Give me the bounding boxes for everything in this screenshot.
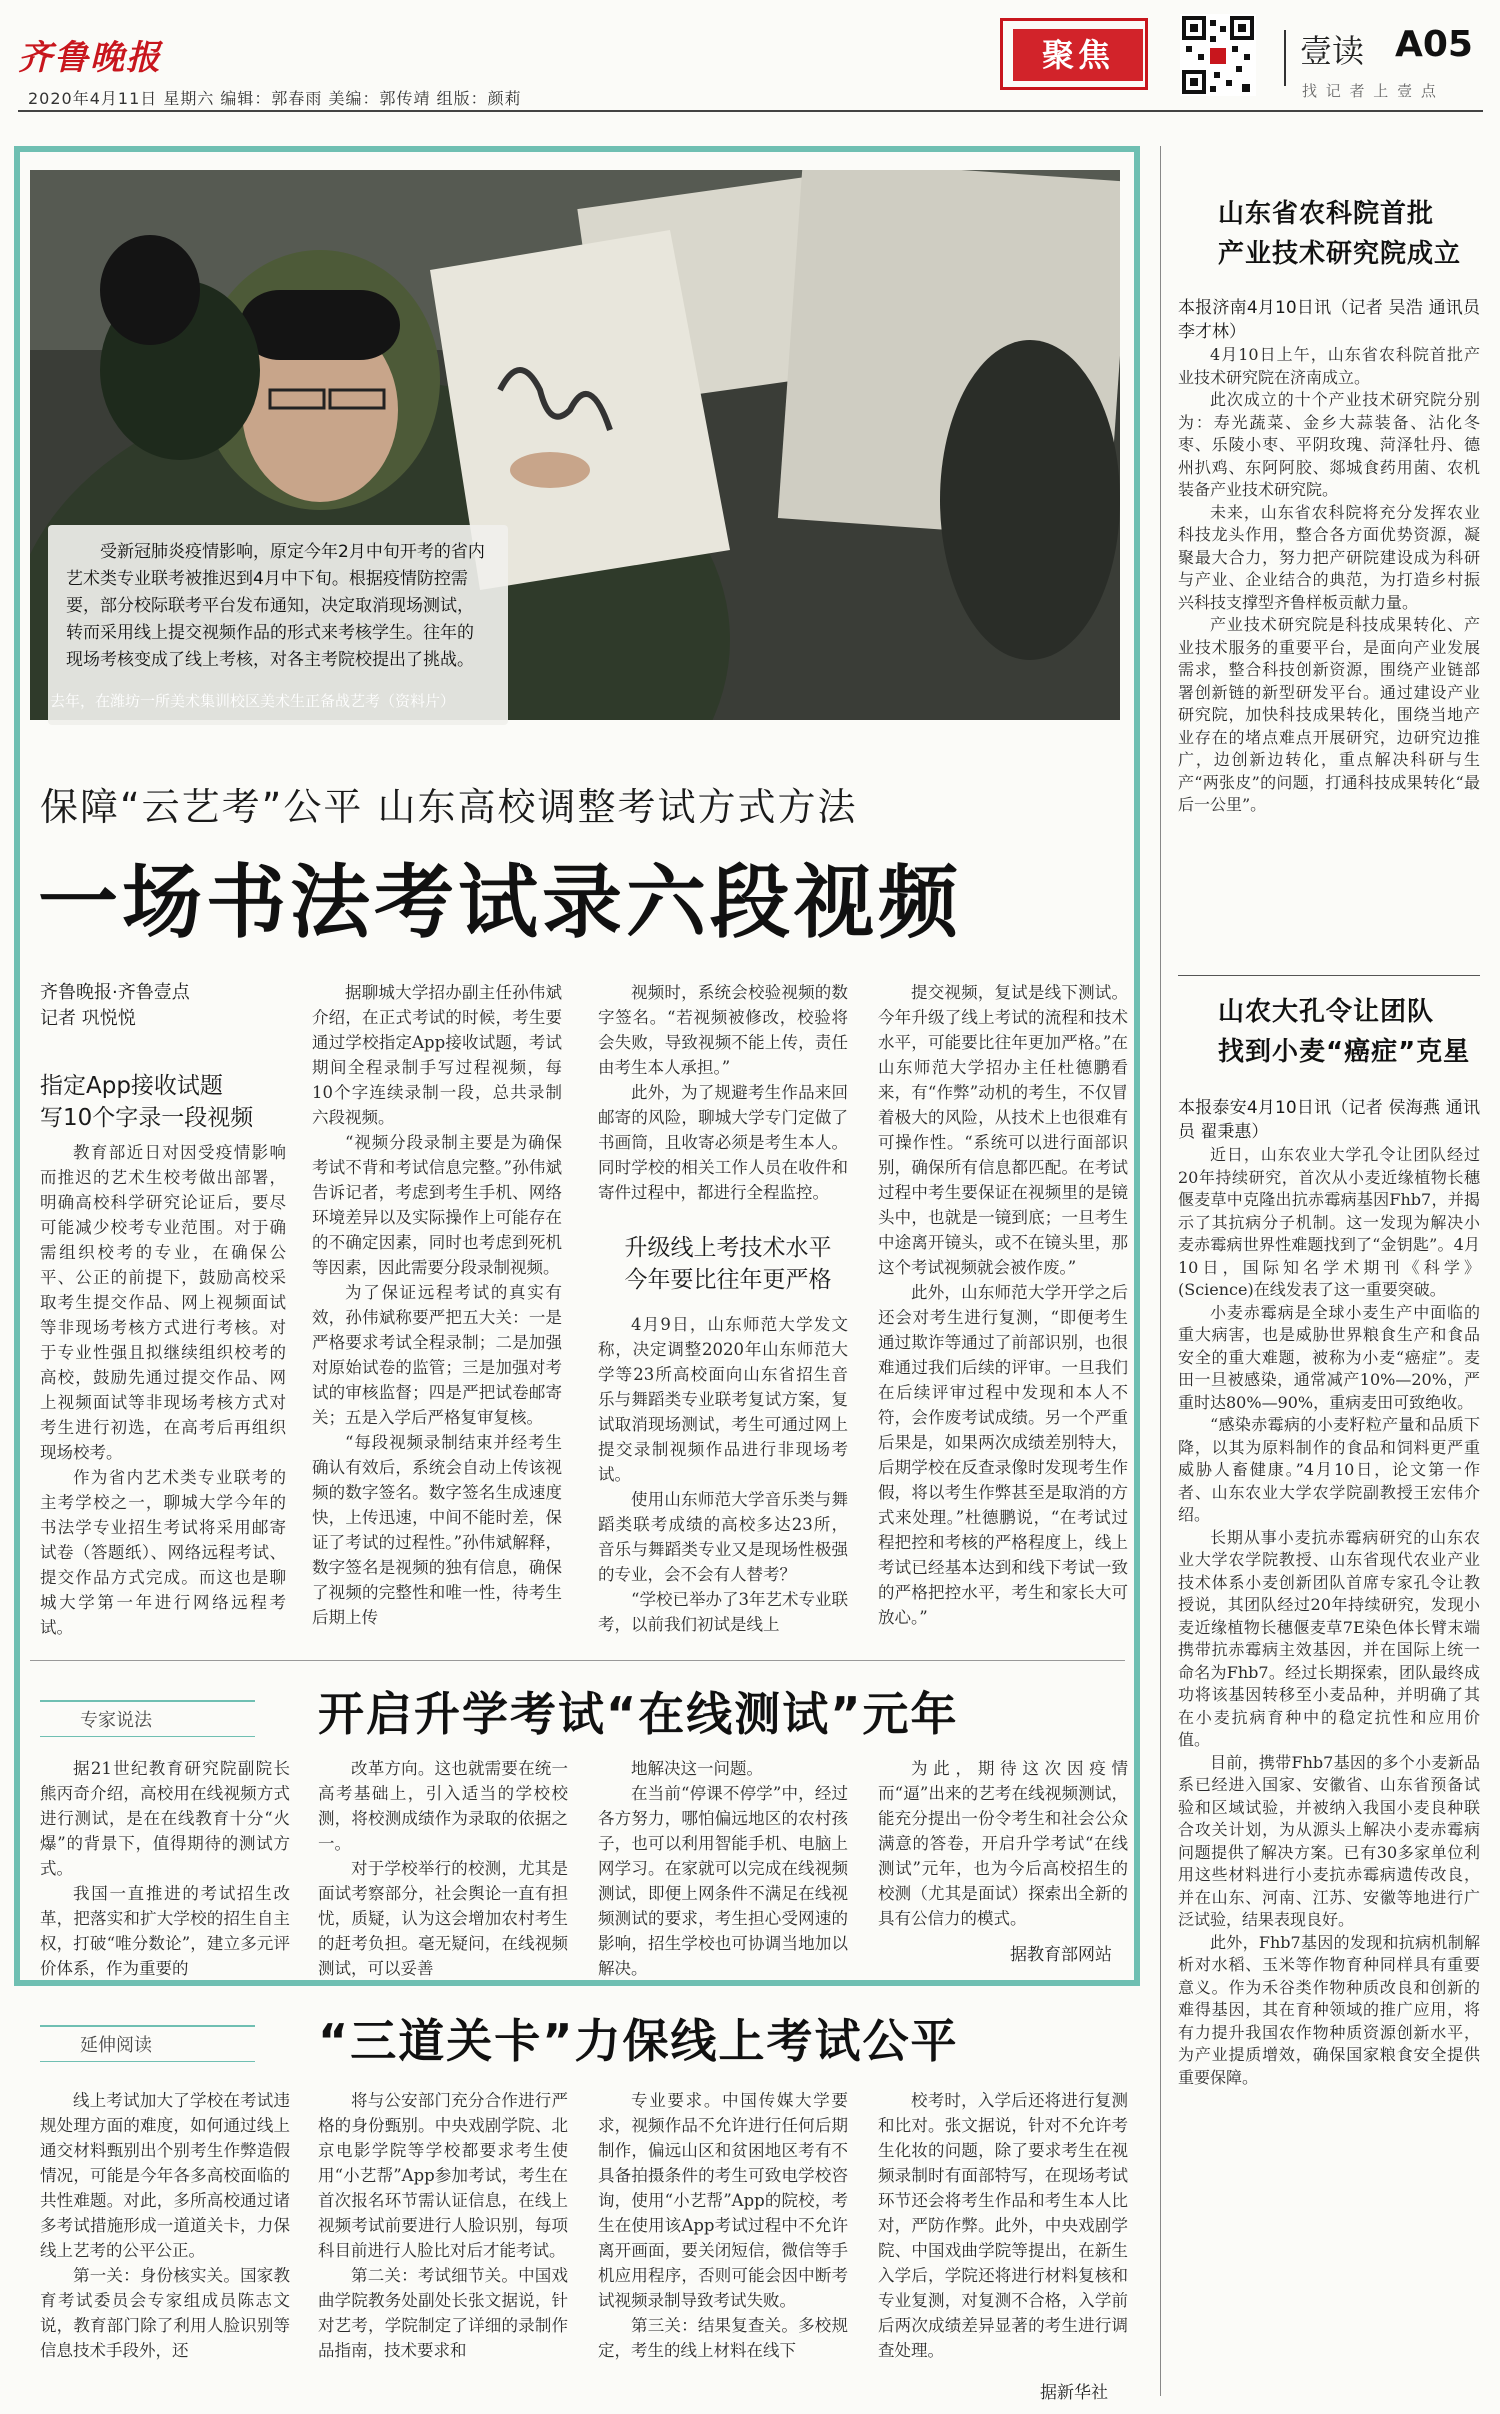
story-column-3b <box>598 1312 848 1637</box>
paragraph: 目前，携带Fhb7基因的多个小麦新品系已经进入国家、安徽省、山东省预备试验和区域试验，并被纳入我国小麦良种联合攻关计划，为从源头上解决小麦赤霉病问题提供了解决方案。已有30多家单位利用这些材料进行小麦抗赤霉病遗传改良，并在山东、河南、江苏、安徽等地进行广泛试验，结果表现良好。 <box>1178 1752 1480 1929</box>
qr-code-icon <box>1180 14 1256 96</box>
byline-reporter: 记者 巩悦悦 <box>40 1008 136 1029</box>
paragraph: 对于学校举行的校测，尤其是面试考察部分，社会舆论一直有担忧，质疑，认为这会增加农村考生的赶考负担。毫无疑问，在线视频测试，可以妥善 <box>318 1859 568 1978</box>
section-label-expert: 专家说法 <box>40 1700 255 1737</box>
section3-credit: 据新华社 <box>1040 2383 1108 2403</box>
paragraph: 地解决这一问题。 <box>631 1759 763 1778</box>
paragraph: 据聊城大学招办副主任孙伟斌介绍，在正式考试的时候，考生要通过学校指定App接收试题，考试期间全程录制手写过程视频，每10个字连续录制一段，总共录制六段视频。 <box>312 983 562 1127</box>
paragraph: 提交视频，复试是线下测试。今年升级了线上考试的流程和技术水平，可能要比往年更加严格。”在山东师范大学招办主任杜德鹏看来，有“作弊”动机的考生，不仅冒着极大的风险，从技术上也很难有可操作性。“系统可以进行面部识别，确保所有信息都匹配。在考试过程中考生要保证在视频里的是镜头中，也就是一镜到底；一旦考生中途离开镜头，或不在镜头里，那这个考试视频就会被作废。” <box>878 983 1128 1277</box>
paragraph: 使用山东师范大学音乐类与舞蹈类联考成绩的高校多达23所，音乐与舞蹈类专业又是现场性极强的专业，会不会有人替考？ <box>598 1490 848 1584</box>
paragraph: 4月9日，山东师范大学发文称，决定调整2020年山东师范大学等23所高校面向山东省招生音乐与舞蹈类专业联考复试方案，复试取消现场测试，考生可通过网上提交录制视频作品进行非现场考试。 <box>598 1315 848 1484</box>
paragraph: “视频分段录制主要是为确保考试不背和考试信息完整。”孙伟斌告诉记者，考虑到考生手机、网络环境差异以及实际操作上可能存在的不确定因素，同时也考虑到死机等因素，因此需要分段录制视频。 <box>312 1133 562 1277</box>
section3-headline: “三道关卡”力保线上考试公平 <box>318 2014 959 2068</box>
right-story2-body <box>1178 1096 1480 2089</box>
section3-column-2 <box>318 2088 568 2363</box>
headline-line: 山农大孔令让团队 <box>1218 997 1435 1027</box>
section2-column-1 <box>40 1756 290 1981</box>
byline-outlet: 齐鲁晚报·齐鲁壹点 <box>40 982 190 1003</box>
section2-column-2 <box>318 1756 568 1981</box>
paragraph: 视频时，系统会校验视频的数字签名。“若视频被修改，校验将会失败，导致视频不能上传，责任由考生本人承担。” <box>598 983 848 1077</box>
story-column-2 <box>312 980 562 1630</box>
section3-column-4 <box>878 2088 1128 2363</box>
paragraph: 为此，期待这次因疫情而“逼”出来的艺考在线视频测试，能充分提出一份令考生和社会公众满意的答卷，开启升学考试“在线测试”元年，也为今后高校招生的校测（尤其是面试）探索出全新的具有公信力的模式。 <box>878 1759 1128 1928</box>
paragraph: 校考时，入学后还将进行复测和比对。张文据说，针对不允许考生化妆的问题，除了要求考生在视频录制时有面部特写，在现场考试环节还会将考生作品和考生本人比对，严防作弊。此外，中央戏剧学院、中国戏曲学院等提出，在新生入学后，学院还将进行材料复核和专业复测，对复测不合格，入学前后两次成绩差异显著的考生进行调查处理。 <box>878 2091 1128 2360</box>
paragraph: 长期从事小麦抗赤霉病研究的山东农业大学农学院教授、山东省现代农业产业技术体系小麦创新团队首席专家孔令让教授说，其团队经过20年持续研究，发现小麦近缘植物长穗偃麦草7E染色体长臂末端携带抗赤霉病主效基因，并在国际上统一命名为Fhb7。经过长期探索，团队最终成功将该基因转移至小麦品种，并明确了其在小麦抗病育种中的稳定抗性和应用价值。 <box>1178 1527 1480 1749</box>
subheading-line: 今年要比往年更严格 <box>624 1267 832 1293</box>
section3-column-3 <box>598 2088 848 2363</box>
section2-headline: 开启升学考试“在线测试”元年 <box>318 1687 959 1741</box>
paragraph: 第二关：考试细节关。中国戏曲学院教务处副处长张文据说，针对艺考，学院制定了详细的录制作品指南，技术要求和 <box>318 2266 568 2360</box>
paragraph: 小麦赤霉病是全球小麦生产中面临的重大病害，也是威胁世界粮食生产和食品安全的重大难题，被称为小麦“癌症”。麦田一旦被感染，通常减产10%—20%，严重时达80%—90%，重病麦田可致绝收。 <box>1178 1302 1480 1412</box>
right-story2-headline <box>1218 992 1470 1072</box>
story-column-1 <box>40 1140 286 1640</box>
section2-credit: 据教育部网站 <box>1010 1945 1112 1965</box>
header-divider <box>1284 30 1286 86</box>
paragraph: 此外，Fhb7基因的发现和抗病机制解析对水稻、玉米等作物育种同样具有重要意义。作为禾谷类作物种质改良和创新的难得基因，其在育种领域的推广应用，将有力提升我国农作物种质资源创新水平，为产业提质增效，确保国家粮食安全提供重要保障。 <box>1178 1932 1480 2087</box>
photo-caption: 受新冠肺炎疫情影响，原定今年2月中旬开考的省内艺术类专业联考被推迟到4月中下旬。根据疫情防控需要，部分校际联考平台发布通知，决定取消现场测试，转而采用线上提交视频作品的形式来考核学生。往年的现场考核变成了线上考核，对各主考院校提出了挑战。 <box>66 542 485 670</box>
subheading-line: 指定App接收试题 <box>40 1073 223 1099</box>
section-slogan: 找 记 者 上 壹 点 <box>1302 82 1438 100</box>
paragraph: 此外，山东师范大学开学之后还会对考生进行复测，“即便考生通过欺诈等通过了前部识别，也很难通过我们后续的评审。一旦我们在后续评审过程中发现和本人不符，会作废考试成绩。另一个严重后果是，如果两次成绩差别特大，后期学校在反查录像时发现考生作假，将以考生作弊甚至是取消的方式来处理。”杜德鹏说，“在考试过程把控和考核的严格程度上，线上考试已经基本达到和线下考试一致的严格把控水平，考生和家长大可放心。” <box>878 1283 1128 1627</box>
paragraph: 此外，为了规避考生作品来回邮寄的风险，聊城大学专门定做了书画筒，且收寄必须是考生本人。同时学校的相关工作人员在收件和寄件过程中，都进行全程监控。 <box>598 1083 848 1202</box>
topic-badge <box>1000 18 1148 90</box>
story-subheading-mid <box>598 1232 858 1296</box>
story-subheading-left <box>40 1070 253 1134</box>
right-story1-headline <box>1218 194 1461 274</box>
section2-column-3 <box>598 1756 848 1981</box>
paragraph: 据21世纪教育研究院副院长熊丙奇介绍，高校用在线视频方式进行测试，是在在线教育十分“火爆”的背景下，值得期待的测试方式。 <box>40 1759 290 1878</box>
section2-column-4 <box>878 1756 1128 1931</box>
paragraph: 未来，山东省农科院将充分发挥农业科技龙头作用，整合各方面优势资源，凝聚最大合力，努力把产研院建设成为科研与产业、企业结合的典范，为打造乡村振兴科技支撑型齐鲁样板贡献力量。 <box>1178 502 1480 612</box>
subheading-line: 升级线上考技术水平 <box>624 1235 832 1261</box>
right-story1-byline: 本报济南4月10日讯（记者 吴浩 通讯员 李才林） <box>1178 298 1480 342</box>
story-byline <box>40 980 190 1032</box>
paragraph: “感染赤霉病的小麦籽粒产量和品质下降，以其为原料制作的食品和饲料更严重威胁人畜健康。”4月10日，论文第一作者、山东农业大学农学院副教授王宏伟介绍。 <box>1178 1415 1480 1524</box>
headline-line: 山东省农科院首批 <box>1218 199 1435 229</box>
section3-column-1 <box>40 2088 290 2363</box>
header-rule <box>18 110 1483 112</box>
newspaper-logo: 齐鲁晚报 <box>18 38 162 78</box>
story-subhead: 保障“云艺考”公平 山东高校调整考试方式方法 <box>40 785 858 829</box>
paragraph: 线上考试加大了学校在考试违规处理方面的难度，如何通过线上通交材料甄别出个别考生作弊造假情况，可能是今年各多高校面临的共性难题。对此，多所高校通过诸多考试措施形成一道道关卡，力保线上艺考的公平公正。 <box>40 2091 290 2260</box>
paragraph: “每段视频录制结束并经考生确认有效后，系统会自动上传该视频的数字签名。数字签名生成速度快，上传迅速，中间不能时差，保证了考试的过程性。”孙伟斌解释，数字签名是视频的独有信息，确保了视频的完整性和唯一性，待考生后期上传 <box>312 1433 562 1627</box>
section-divider <box>30 1660 1125 1661</box>
paragraph: 在当前“停课不停学”中，经过各方努力，哪怕偏远地区的农村孩子，也可以利用智能手机、电脑上网学习。在家就可以完成在线视频测试，即便上网条件不满足在线视频测试的要求，考生担心受网速的影响，招生学校也可协调当地加以解决。 <box>598 1784 848 1978</box>
subheading-line: 写10个字录一段视频 <box>40 1105 254 1131</box>
paragraph: 产业技术研究院是科技成果转化、产业技术服务的重要平台，是面向产业发展需求，整合科技创新资源，围绕产业链部署创新链的新型研发平台。通过建设产业研究院，加快科技成果转化，围绕当地产业存在的堵点难点开展研究，边研究边推广，边创新边转化，重点解决科研与生产“两张皮”的问题，打通科技成果转化“最后一公里”。 <box>1178 615 1480 814</box>
paragraph: 第三关：结果复查关。多校规定，考生的线上材料在线下 <box>598 2316 848 2360</box>
paragraph: 作为省内艺术类专业联考的主考学校之一，聊城大学今年的书法学专业招生考试将采用邮寄试卷（答题纸）、网络远程考试、提交作品方式完成。而这也是聊城大学第一年进行网络远程考试。 <box>40 1468 286 1637</box>
section-label-extended: 延伸阅读 <box>40 2025 255 2062</box>
paragraph: 我国一直推进的考试招生改革，把落实和扩大学校的招生自主权，打破“唯分数论”，建立多元评价体系，作为重要的 <box>40 1884 290 1978</box>
paragraph: 改革方向。这也就需要在统一高考基础上，引入适当的学校校测，将校测成绩作为录取的依据之一。 <box>318 1759 568 1853</box>
paragraph: 将与公安部门充分合作进行严格的身份甄别。中央戏剧学院、北京电影学院等学校都要求考生使用“小艺帮”App参加考试，考生在首次报名环节需认证信息，在线上视频考试前要进行人脸识别，每项科目前进行人脸比对后才能考试。 <box>318 2091 568 2260</box>
paragraph: 此次成立的十个产业技术研究院分别为：寿光蔬菜、金乡大蒜装备、沾化冬枣、乐陵小枣、平阴玫瑰、菏泽牡丹、德州扒鸡、东阿阿胶、郯城食药用菌、农机装备产业技术研究院。 <box>1178 390 1480 499</box>
issue-meta: 2020年4月11日 星期六 编辑：郭春雨 美编：郭传靖 组版：颜莉 <box>28 89 522 108</box>
paragraph: 第一关：身份核实关。国家教育考试委员会专家组成员陈志文说，教育部门除了利用人脸识别等信息技术手段外，还 <box>40 2266 290 2360</box>
paragraph: 近日，山东农业大学孔令让团队经过20年持续研究，首次从小麦近缘植物长穗偃麦草中克隆出抗赤霉病基因Fhb7，并揭示了其抗病分子机制。这一发现为解决小麦赤霉病世界性难题找到了“金钥匙”。4月10日，国际知名学术期刊《科学》(Science)在线发表了这一重要突破。 <box>1178 1145 1480 1299</box>
right-column-divider <box>1160 146 1161 2396</box>
story-column-4 <box>878 980 1128 1630</box>
right-story1-body <box>1178 296 1480 817</box>
page-number: A05 <box>1395 24 1473 65</box>
section-title: 壹读 <box>1300 32 1365 70</box>
paragraph: 为了保证远程考试的真实有效，孙伟斌称要严把五大关：一是严格要求考试全程录制；二是加强对原始试卷的监管；三是加强对考试的审核监督；四是严把试卷邮寄关；五是入学后严格复审复核。 <box>312 1283 562 1427</box>
headline-line: 产业技术研究院成立 <box>1218 239 1462 269</box>
story-column-3a <box>598 980 848 1205</box>
paragraph: 教育部近日对因受疫情影响而推迟的艺术生校考做出部署，明确高校科学研究论证后，要尽可能减少校考专业范围。对于确需组织校考的专业，在确保公平、公正的前提下，鼓励高校采取考生提交作品、网上视频面试等非现场考核方式进行考核。对于专业性强且拟继续组织校考的高校，鼓励先通过提交作品、网上视频面试等非现场考核方式对考生进行初选，在高考后再组织现场校考。 <box>40 1143 286 1462</box>
right-story-divider <box>1178 975 1480 976</box>
topic-label: 聚焦 <box>1013 29 1143 81</box>
headline-line: 找到小麦“癌症”克星 <box>1218 1037 1471 1067</box>
right-story2-byline: 本报泰安4月10日讯（记者 侯海燕 通讯员 翟秉惠） <box>1178 1098 1480 1142</box>
story-headline: 一场书法考试录六段视频 <box>38 856 962 949</box>
photo-source: 去年，在潍坊一所美术集训校区美术生正备战艺考（资料片） <box>50 692 456 710</box>
paragraph: 专业要求。中国传媒大学要求，视频作品不允许进行任何后期制作，偏远山区和贫困地区考有不具备拍摄条件的考生可致电学校咨询，使用“小艺帮”App的院校，考生在使用该App考试过程中不允许离开画面，要关闭短信，微信等手机应用程序，否则可能会因中断考试视频录制导致考试失败。 <box>598 2091 848 2310</box>
paragraph: “学校已举办了3年艺术专业联考，以前我们初试是线上 <box>598 1590 848 1634</box>
paragraph: 4月10日上午，山东省农科院首批产业技术研究院在济南成立。 <box>1178 345 1480 387</box>
